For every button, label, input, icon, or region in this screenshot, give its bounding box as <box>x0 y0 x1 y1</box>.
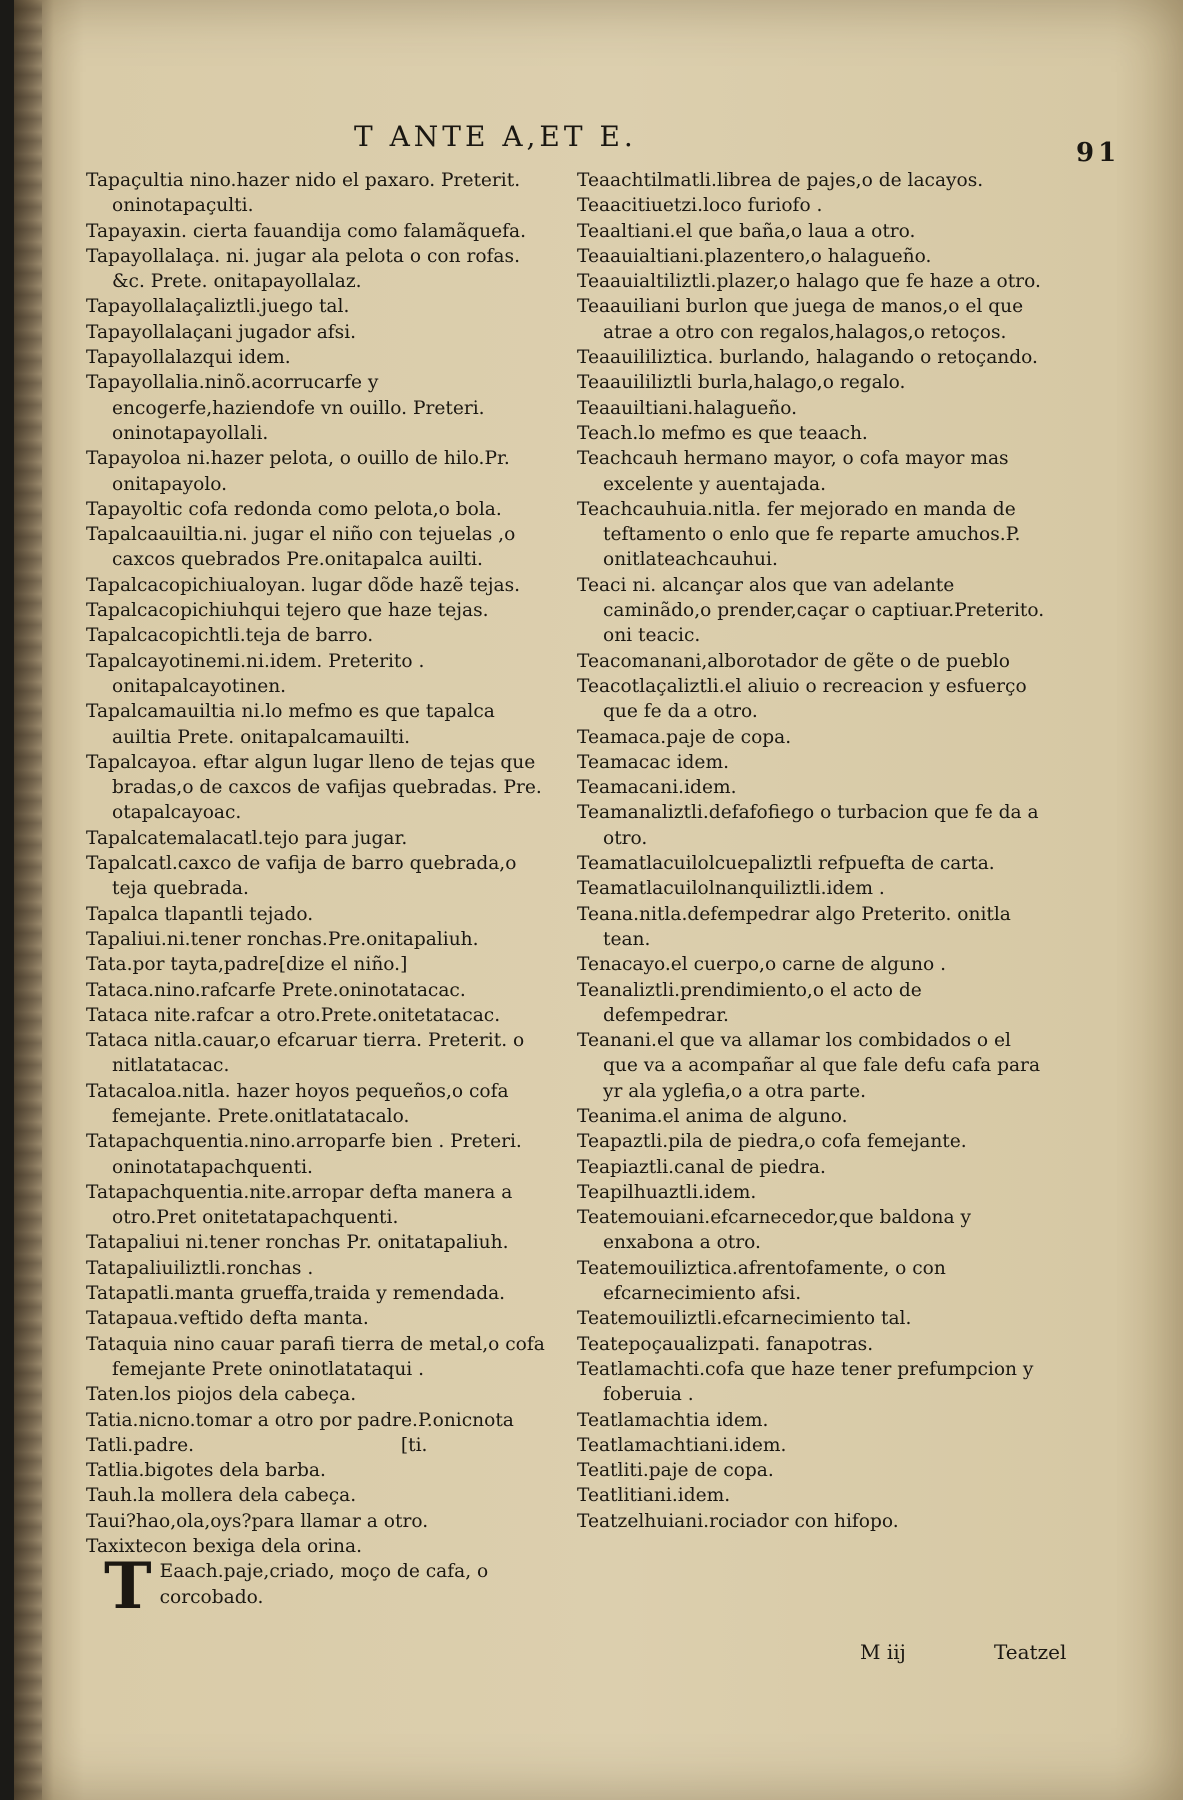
dictionary-entry: Teaauialtiliztli.plazer,o halago que fe haze a otro. <box>577 271 1041 293</box>
dictionary-entry: Tatacaloa.nitla. hazer hoyos pequeños,o cofa femejante. Prete.onitlatatacalo. <box>86 1080 515 1127</box>
dictionary-entry: Tatapatli.manta grueffa,traida y remendada. <box>86 1283 506 1305</box>
dictionary-entry: Teatlamachti.cofa que haze tener prefumpcion y foberuia . <box>577 1358 1040 1406</box>
dictionary-entry: Teaauialtiani.plazentero,o halagueño. <box>577 245 932 267</box>
dictionary-entry: Tapayollalaça. ni. jugar ala pelota o con rofas. &c. Prete. onitapayollalaz. <box>86 245 526 293</box>
dictionary-entry: Tataquia nino cauar parafi tierra de metal,o cofa femejante Prete oninotlatataqui . <box>86 1333 551 1380</box>
dictionary-entry: Teatemouiliztica.afrentofamente, o con efcarnecimiento afsi. <box>577 1257 952 1305</box>
dictionary-entry: Tatapaliuiliztli.ronchas . <box>86 1257 314 1279</box>
dictionary-entry: Tapaliui.ni.tener ronchas.Pre.onitapaliuh. <box>86 928 479 950</box>
dictionary-entry: Teaachtilmatli.librea de pajes,o de lacayos. <box>577 170 984 191</box>
dictionary-entry: Teaauililiztica. burlando, halagando o retoçando. <box>577 347 1038 369</box>
dictionary-entry: Tapalcayotinemi.ni.idem. Preterito . onitapalcayotinen. <box>86 650 431 697</box>
dictionary-entry: Tapalca tlapantli tejado. <box>86 903 314 925</box>
dictionary-entry: Teaauiltiani.halagueño. <box>577 397 798 419</box>
dictionary-entry: Tatapaliui ni.tener ronchas Pr. onitatapaliuh. <box>86 1232 509 1254</box>
dictionary-entry: Teamacac idem. <box>577 751 729 773</box>
dictionary-entry: Teamacani.idem. <box>577 777 737 799</box>
dictionary-entry: Teatlitiani.idem. <box>577 1485 731 1507</box>
dictionary-entry: Tapalcamauiltia ni.lo mefmo es que tapalca auiltia Prete. onitapalcamauilti. <box>86 701 501 748</box>
dictionary-entry: Tataca nitla.cauar,o efcaruar tierra. Preterit. o nitlatatacac. <box>86 1030 531 1077</box>
dictionary-entry: Tatapachquentia.nino.arroparfe bien . Preteri. oninotatapachquenti. <box>86 1131 528 1178</box>
dictionary-entry: Tapayollalaçaliztli.juego tal. <box>86 296 350 318</box>
dictionary-entry: Tapalcacopichiualoyan. lugar dõde hazẽ tejas. <box>86 574 521 596</box>
dictionary-entry: Teanaliztli.prendimiento,o el acto de defempedrar. <box>577 979 928 1026</box>
dictionary-entry-dropcap <box>86 1549 556 1625</box>
dictionary-entry: Teatzelhuiani.rociador con hifopo. <box>577 1510 899 1532</box>
running-head-title: T ANTE A,ET E. <box>354 120 637 153</box>
dictionary-entry: Teacotlaçaliztli.el aliuio o recreacion y esfuerço que fe da a otro. <box>577 675 1033 723</box>
dictionary-entry: Teaacitiuetzi.loco furiofo . <box>577 195 823 217</box>
dictionary-entry: Teatlamachtiani.idem. <box>577 1434 787 1456</box>
dictionary-entry: Tapayoltic cofa redonda como pelota,o bola. <box>86 498 502 520</box>
dictionary-entry: Tapayoloa ni.hazer pelota, o ouillo de hilo.Pr. onitapayolo. <box>86 448 516 495</box>
dictionary-entry: Tatlia.bigotes dela barba. <box>86 1460 326 1482</box>
bleed-through-margin <box>14 0 42 1800</box>
dictionary-entry: Teapilhuaztli.idem. <box>577 1181 757 1203</box>
dictionary-entry: Teapiaztli.canal de piedra. <box>577 1156 826 1178</box>
dictionary-entry: Teatemouiani.efcarnecedor,que baldona y enxabona a otro. <box>577 1207 977 1254</box>
dictionary-entry: Taui?hao,ola,oys?para llamar a otro. <box>86 1510 429 1532</box>
dictionary-entry: Teamatlacuilolnanquiliztli.idem . <box>577 878 885 900</box>
dictionary-entry: Tapalcaauiltia.ni. jugar el niño con tejuelas ,o caxcos quebrados Pre.onitapalca auilti. <box>86 524 522 571</box>
dictionary-entry: Tataca nite.rafcar a otro.Prete.onitetatacac. <box>86 1004 501 1026</box>
page <box>14 0 1183 1800</box>
dictionary-entry: Taten.los piojos dela cabeça. <box>86 1384 357 1406</box>
dictionary-entry: Teatliti.paje de copa. <box>577 1460 774 1482</box>
dictionary-entry: Teatepoçaualizpati. fanapotras. <box>577 1333 874 1355</box>
dictionary-entry: Tatapachquentia.nite.arropar defta manera a otro.Pret onitetatapachquenti. <box>86 1181 519 1229</box>
dictionary-entry: Tapalcayoa. eftar algun lugar lleno de tejas que bradas,o de caxcos de vafijas quebradas. Pre. otapalcayoac. <box>86 751 548 824</box>
dictionary-entry: Taxixtecon bexiga dela orina. <box>86 1536 363 1558</box>
catchword: Teatzel <box>994 1640 1067 1664</box>
dictionary-entry: Teaaltiani.el que baña,o laua a otro. <box>577 220 916 242</box>
dictionary-entry: Teatemouiliztli.efcarnecimiento tal. <box>577 1308 912 1330</box>
dictionary-entry: Teamatlacuilolcuepaliztli refpuefta de carta. <box>577 853 995 875</box>
dictionary-entry: Tapalcacopichiuhqui tejero que haze tejas. <box>86 600 489 622</box>
dictionary-entry: Tapaçultia nino.hazer nido el paxaro. Preterit. oninotapaçulti. <box>86 170 527 217</box>
dictionary-entry: Tapalcacopichtli.teja de barro. <box>86 625 374 647</box>
dictionary-entry: Teana.nitla.defempedrar algo Preterito. onitla tean. <box>577 903 1017 950</box>
dictionary-entry: Teamaca.paje de copa. <box>577 726 792 748</box>
dictionary-entry: Teatlamachtia idem. <box>577 1409 769 1431</box>
dictionary-entry: Teacomanani,alborotador de gẽte o de pueblo <box>577 650 1010 672</box>
dictionary-entry: Tapayollalazqui idem. <box>86 347 291 369</box>
dictionary-entry: Tapalcatl.caxco de vafija de barro quebrada,o teja quebrada. <box>86 853 523 900</box>
dictionary-entry: Tataca.nino.rafcarfe Prete.oninotatacac. <box>86 979 466 1001</box>
dictionary-entry: Teamanaliztli.defafofiego o turbacion que fe da a otro. <box>577 802 1045 849</box>
dictionary-entry: Teapaztli.pila de piedra,o cofa femejante. <box>577 1131 967 1153</box>
folio-number: 91 <box>1076 138 1121 168</box>
dictionary-entry: Tapalcatemalacatl.tejo para jugar. <box>86 827 408 849</box>
dictionary-entry: Tapayollalaçani jugador afsi. <box>86 321 357 343</box>
dictionary-entry: Tapayaxin. cierta fauandija como falamãquefa. <box>86 220 527 242</box>
dictionary-entry: Tenacayo.el cuerpo,o carne de alguno . <box>577 954 947 976</box>
dictionary-entry: Tauh.la mollera dela cabeça. <box>86 1485 357 1507</box>
running-head <box>14 120 1183 168</box>
dictionary-entry: Tatia.nicno.tomar a otro por padre.P.onicnota <box>86 1409 514 1431</box>
dictionary-entry: Tapayollalia.ninõ.acorrucarfe y encogerfe,haziendofe vn ouillo. Preteri. oninotapayollali. <box>86 372 491 444</box>
dictionary-entry: Teach.lo mefmo es que teaach. <box>577 422 868 444</box>
dictionary-entry: Teanima.el anima de alguno. <box>577 1105 848 1127</box>
dictionary-entry: Tatapaua.veftido defta manta. <box>86 1308 369 1330</box>
left-column <box>86 168 556 1625</box>
dictionary-entry: Teaci ni. alcançar alos que van adelante caminãdo,o prender,caçar o captiuar.Preterito. oni teacic. <box>577 574 1051 647</box>
dictionary-entry: Tata.por tayta,padre[dize el niño.] <box>86 954 408 976</box>
drop-capital: T <box>104 1549 152 1625</box>
dictionary-entry: Teaauililiztli burla,halago,o regalo. <box>577 372 906 394</box>
dictionary-entry: Tatli.padre. [ti. <box>86 1434 428 1456</box>
dictionary-entry: Teachcauh hermano mayor, o cofa mayor mas excelente y auentajada. <box>577 448 1015 495</box>
dictionary-entry: Teanani.el que va allamar los combidados o el que va a acompañar al que fale defu cafa para yr ala yglefia,o a otra parte. <box>577 1030 1046 1102</box>
dictionary-entry: Teachcauhuia.nitla. fer mejorado en manda de teftamento o enlo que fe reparte amuchos.P. onitlateachcauhui. <box>577 498 1027 571</box>
drop-entry-text: Eaach.paje,criado, moço de cafa, o corcobado. <box>159 1561 495 1608</box>
signature-mark: M iij <box>860 1640 906 1664</box>
right-column <box>577 168 1051 1534</box>
dictionary-entry: Teaauiliani burlon que juega de manos,o el que atrae a otro con regalos,halagos,o retoços. <box>577 296 1030 343</box>
